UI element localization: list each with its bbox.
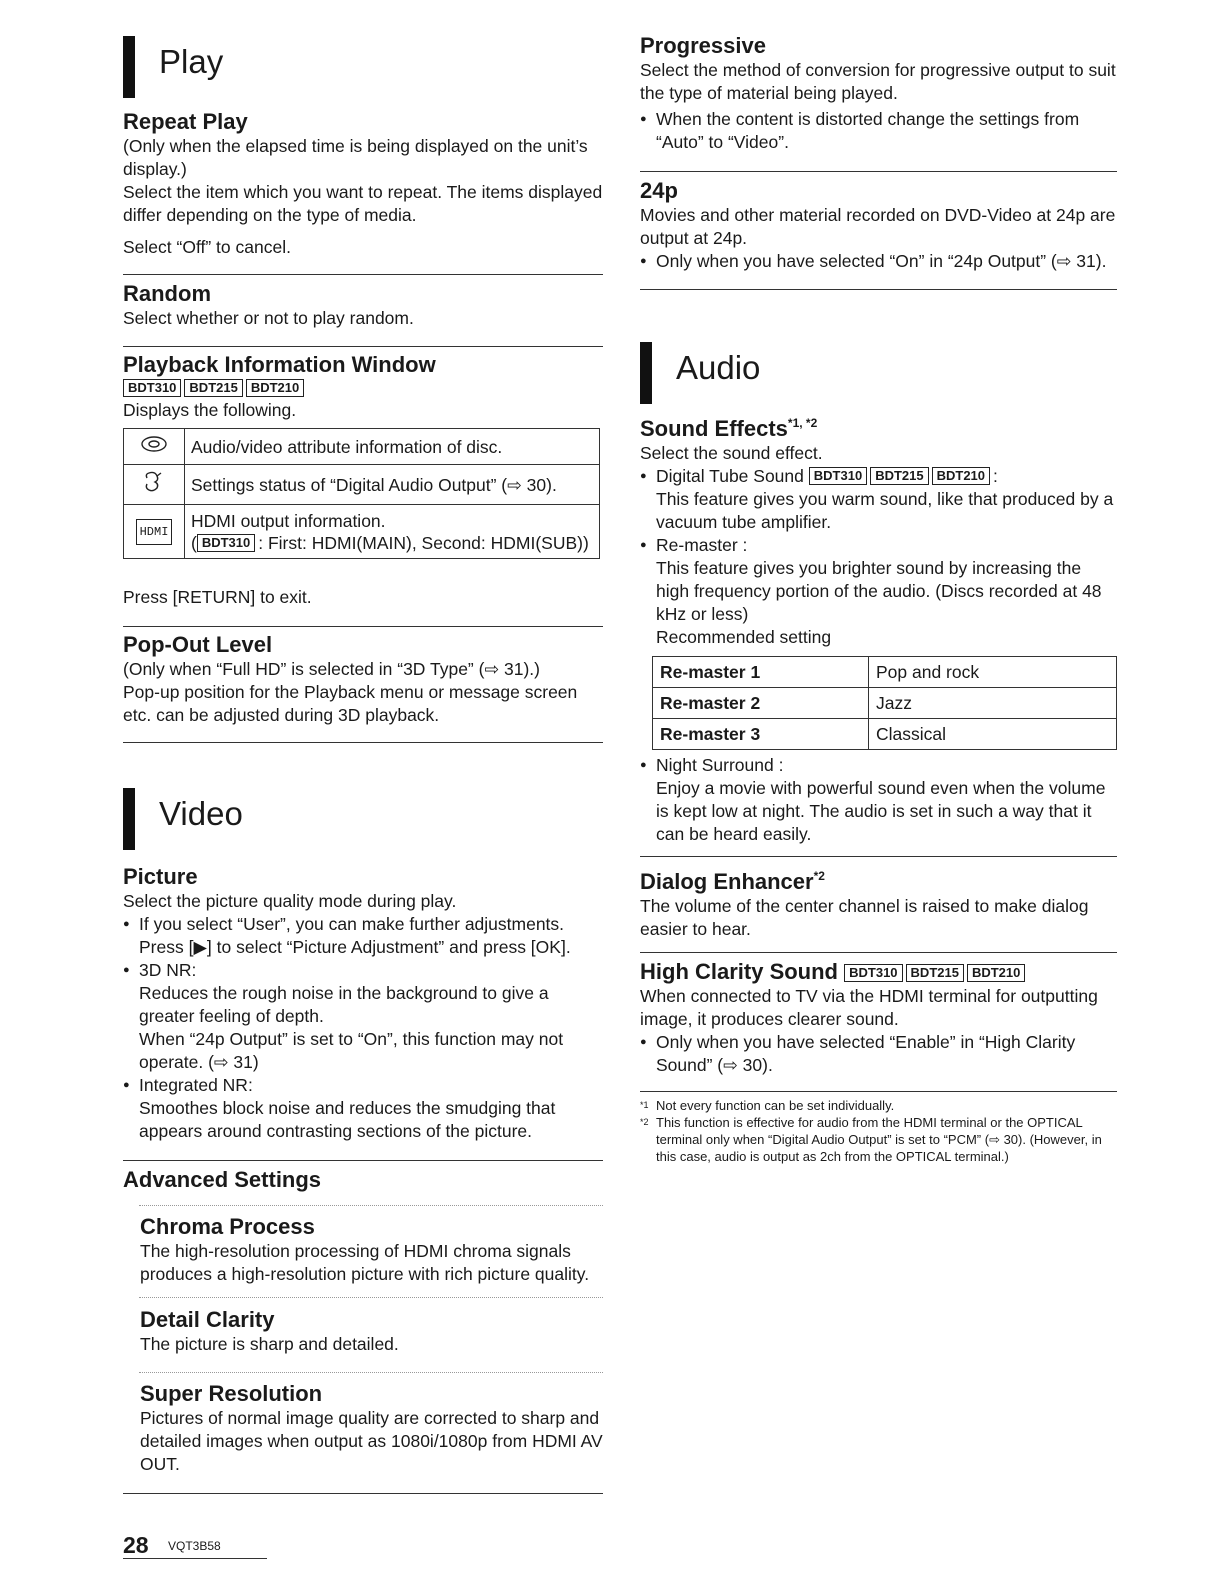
- table-cell: Re-master 2: [653, 688, 869, 719]
- bullet-title: ● Re-master :: [656, 535, 748, 555]
- dotted-divider: [139, 1297, 603, 1298]
- divider: [640, 1091, 1117, 1092]
- bullet-title: ● Night Surround :: [656, 755, 784, 775]
- model-badge: BDT210: [932, 467, 990, 485]
- section-bar: [640, 342, 652, 404]
- section-bar: [123, 788, 135, 850]
- paragraph: Select the item which you want to repeat. The items displayed differ depending on the type of media.: [123, 182, 603, 225]
- footnote: [640, 1114, 1117, 1165]
- paragraph: The volume of the center channel is raised to make dialog easier to hear.: [640, 896, 1089, 939]
- bullet-title: ● 3D NR:: [139, 960, 197, 980]
- paragraph: Select whether or not to play random.: [123, 308, 414, 328]
- disc-icon: [124, 429, 185, 465]
- bullet-title: ● Integrated NR:: [139, 1075, 253, 1095]
- colon: :: [993, 466, 998, 486]
- info-table: [123, 428, 600, 559]
- divider: [123, 274, 603, 275]
- cell-line: HDMI output information.: [191, 510, 386, 531]
- table-cell: Pop and rock: [869, 657, 1117, 688]
- detail-clarity-block: [140, 1307, 603, 1356]
- bullet-text: Reduces the rough noise in the background to give a greater feeling of depth.: [139, 983, 549, 1026]
- bullet-item: [640, 534, 1117, 649]
- paragraph: Select the picture quality mode during play.: [123, 891, 457, 911]
- heading-high-clarity: [640, 959, 1117, 985]
- footnote-mark: *1: [640, 1100, 649, 1110]
- divider: [123, 742, 603, 743]
- heading-text: Sound Effects: [640, 416, 788, 441]
- heading-progressive: Progressive: [640, 33, 766, 58]
- paragraph: Displays the following.: [123, 400, 297, 420]
- heading-24p: 24p: [640, 178, 678, 203]
- heading-sound-effects: [640, 410, 1117, 442]
- heading-picture: Picture: [123, 864, 198, 889]
- heading-chroma: Chroma Process: [140, 1214, 315, 1239]
- table-cell: Jazz: [869, 688, 1117, 719]
- audio-output-icon: [124, 465, 185, 505]
- section-title: Video: [159, 795, 243, 832]
- dialog-enhancer-block: [640, 863, 1117, 941]
- heading-super-resolution: Super Resolution: [140, 1381, 323, 1406]
- cell-text: : First: HDMI(MAIN), Second: HDMI(SUB)): [258, 532, 589, 553]
- bullet-item: [123, 1074, 603, 1143]
- footer-rule: [123, 1558, 267, 1559]
- paragraph: The picture is sharp and detailed.: [140, 1334, 399, 1354]
- table-row: [124, 465, 600, 505]
- bullet-item: [123, 959, 603, 1074]
- footnote: [640, 1097, 1117, 1114]
- heading-random: Random: [123, 281, 211, 306]
- divider: [640, 952, 1117, 953]
- footnote-text: Not every function can be set individually.: [656, 1098, 895, 1113]
- p24-block: [640, 178, 1117, 273]
- table-row: [653, 688, 1117, 719]
- model-badge: BDT210: [246, 379, 304, 397]
- table-cell: Audio/video attribute information of disc.: [185, 429, 600, 465]
- divider: [640, 856, 1117, 857]
- model-badge: BDT310: [809, 467, 867, 485]
- super-resolution-block: [140, 1381, 603, 1476]
- model-badges: [123, 379, 603, 399]
- footnote-text: This function is effective for audio from the HDMI terminal or the OPTICAL terminal only when “Digital Audio Output” is set to “PCM” (⇨ 30). (However, in this case, audio is output as 2ch from the OPTICAL terminal.): [656, 1115, 1102, 1164]
- bullet-item: ● When the content is distorted change the settings from “Auto” to “Video”.: [640, 108, 1117, 154]
- divider: [123, 1493, 603, 1494]
- heading-popout: Pop-Out Level: [123, 632, 273, 657]
- paragraph: (Only when “Full HD” is selected in “3D Type” (⇨ 31).): [123, 659, 540, 679]
- paragraph: Pictures of normal image quality are corrected to sharp and detailed images when output as 1080i/1080p from HDMI AV OUT.: [140, 1408, 603, 1474]
- bullet-title: Digital Tube Sound: [656, 466, 804, 486]
- model-badge: BDT215: [906, 964, 964, 982]
- paragraph: Select the sound effect.: [640, 443, 823, 463]
- bullet-title-line: [656, 465, 1117, 488]
- bullet-item: ● Only when you have selected “On” in “24p Output” (⇨ 31).: [640, 250, 1117, 273]
- paragraph: Pop-up position for the Playback menu or message screen etc. can be adjusted during 3D playback.: [123, 682, 578, 725]
- bullet-item: ● If you select “User”, you can make further adjustments. Press [▶] to select “Picture Adjustment” and press [OK].: [123, 913, 603, 959]
- model-badge: BDT215: [870, 467, 928, 485]
- picture-block: [123, 864, 603, 1143]
- bullet-item: [640, 465, 1117, 534]
- footnote-ref: *2: [813, 869, 825, 883]
- footnote-mark: *2: [640, 1117, 649, 1127]
- dotted-divider: [139, 1372, 603, 1373]
- heading-text: High Clarity Sound: [640, 959, 838, 984]
- document-code: VQT3B58: [168, 1539, 221, 1553]
- model-badge: BDT210: [967, 964, 1025, 982]
- bullet-text: This feature gives you warm sound, like that produced by a vacuum tube amplifier.: [656, 489, 1114, 532]
- hdmi-icon: [124, 505, 185, 559]
- bullet-text: Enjoy a movie with powerful sound even when the volume is kept low at night. The audio is set in such a way that it can be heard easily.: [656, 778, 1106, 844]
- table-cell: Classical: [869, 719, 1117, 750]
- table-cell: Settings status of “Digital Audio Output” (⇨ 30).: [185, 465, 600, 505]
- model-badge: BDT310: [197, 534, 255, 552]
- chroma-block: [140, 1214, 603, 1286]
- advanced-settings-block: [123, 1167, 603, 1193]
- divider: [123, 1160, 603, 1161]
- table-row: [124, 505, 600, 559]
- paragraph: The high-resolution processing of HDMI chroma signals produces a high-resolution picture with rich picture quality.: [140, 1241, 590, 1284]
- progressive-block: [640, 33, 1117, 154]
- model-badge: BDT310: [123, 379, 181, 397]
- section-title: Play: [159, 43, 224, 80]
- heading-playback-info: Playback Information Window: [123, 352, 436, 377]
- divider: [640, 171, 1117, 172]
- footnotes: [640, 1097, 1117, 1165]
- random-block: [123, 281, 603, 330]
- table-cell: Re-master 1: [653, 657, 869, 688]
- high-clarity-block: [640, 959, 1117, 1077]
- table-cell: Re-master 3: [653, 719, 869, 750]
- bullet-text: Recommended setting: [656, 627, 832, 647]
- divider: [640, 289, 1117, 290]
- heading-dialog-enhancer: [640, 863, 1117, 895]
- page-number: 28: [123, 1532, 149, 1558]
- section-title: Audio: [676, 349, 761, 386]
- divider: [123, 346, 603, 347]
- remaster-table: [652, 656, 1117, 750]
- footnote-ref: *1, *2: [787, 416, 818, 430]
- sound-effects-block: [640, 410, 1117, 846]
- paragraph: (Only when the elapsed time is being displayed on the unit’s display.): [123, 136, 588, 179]
- paragraph: When connected to TV via the HDMI terminal for outputting image, it produces clearer sound.: [640, 986, 1098, 1029]
- paragraph: Movies and other material recorded on DVD-Video at 24p are output at 24p.: [640, 205, 1116, 248]
- section-bar: [123, 36, 135, 98]
- dotted-divider: [139, 1205, 603, 1206]
- cell-line: ( BDT310 : First: HDMI(MAIN), Second: HDMI(SUB)): [191, 532, 589, 553]
- heading-detail-clarity: Detail Clarity: [140, 1307, 275, 1332]
- divider: [123, 626, 603, 627]
- table-cell: [185, 505, 600, 559]
- bullet-text: When “24p Output” is set to “On”, this function may not operate. (⇨ 31): [139, 1029, 564, 1072]
- bullet-text: Smoothes block noise and reduces the smudging that appears around contrasting sections of the picture.: [139, 1098, 556, 1141]
- heading-advanced-settings: Advanced Settings: [123, 1167, 322, 1192]
- model-badge: BDT215: [184, 379, 242, 397]
- paragraph: Press [RETURN] to exit.: [123, 587, 312, 607]
- bullet-item: ● Only when you have selected “Enable” in “High Clarity Sound” (⇨ 30).: [640, 1031, 1117, 1077]
- popout-block: [123, 632, 603, 727]
- hdmi-icon-label: HDMI: [136, 519, 173, 545]
- paragraph: Select the method of conversion for progressive output to suit the type of material being played.: [640, 60, 1116, 103]
- heading-repeat-play: Repeat Play: [123, 109, 248, 134]
- table-row: [653, 719, 1117, 750]
- model-badge: BDT310: [844, 964, 902, 982]
- bullet-text: This feature gives you brighter sound by increasing the high frequency portion of the audio. (Discs recorded at 48 kHz or less): [656, 558, 1102, 624]
- playback-info-block: [123, 352, 603, 609]
- heading-text: Dialog Enhancer: [640, 869, 814, 894]
- bullet-item: [640, 754, 1117, 846]
- table-row: [653, 657, 1117, 688]
- repeat-play-block: [123, 109, 603, 259]
- table-row: [124, 429, 600, 465]
- paragraph: Select “Off” to cancel.: [123, 237, 291, 257]
